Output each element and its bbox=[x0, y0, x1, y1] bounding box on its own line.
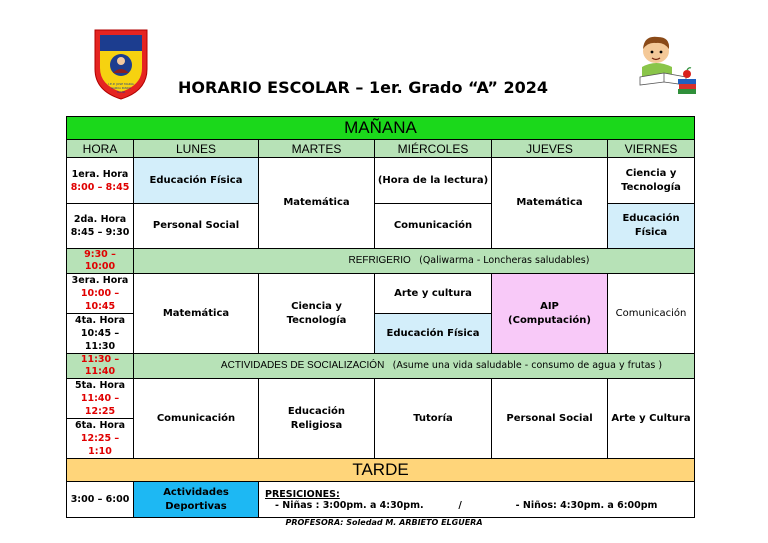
recess-time: 11:30 – 11:40 bbox=[67, 354, 134, 379]
column-header-martes: MARTES bbox=[259, 140, 375, 158]
period-name: 2da. Hora bbox=[73, 214, 127, 225]
class-cell: Educación Física bbox=[134, 158, 259, 204]
teacher-signature-line: PROFESORA: Soledad M. ARBIETO ELGUERA bbox=[285, 518, 483, 527]
section-manana: MAÑANA bbox=[67, 117, 695, 140]
logo-text: I.E.P. JOSE MARIA bbox=[108, 82, 134, 86]
period-4 bbox=[67, 314, 134, 354]
class-cell: Educación Física bbox=[375, 314, 492, 354]
period-5 bbox=[67, 379, 134, 419]
class-cell: Educación Religiosa bbox=[259, 379, 375, 459]
class-cell: Comunicación bbox=[375, 204, 492, 249]
schedule-table bbox=[66, 116, 695, 518]
presiciones-ninas: - Niñas : 3:00pm. a 4:30pm. bbox=[275, 499, 424, 511]
recess-label: REFRIGERIO bbox=[348, 255, 411, 266]
class-cell: Educación Física bbox=[608, 204, 695, 249]
period-name: 3era. Hora bbox=[71, 275, 129, 286]
presiciones-title: PRESICIONES: bbox=[265, 488, 340, 500]
class-cell: Ciencia y Tecnología bbox=[259, 274, 375, 354]
period-time: 8:45 – 9:30 bbox=[70, 227, 130, 238]
class-cell: Personal Social bbox=[492, 379, 608, 459]
column-header-hora: HORA bbox=[67, 140, 134, 158]
tarde-time: 3:00 – 6:00 bbox=[67, 482, 134, 518]
period-time: 10:45 – 11:30 bbox=[80, 328, 120, 352]
period-time: 10:00 – 10:45 bbox=[80, 288, 120, 312]
column-header-miercoles: MIÉRCOLES bbox=[375, 140, 492, 158]
class-cell bbox=[492, 274, 608, 354]
column-header-viernes: VIERNES bbox=[608, 140, 695, 158]
recess-note: (Qaliwarma - Loncheras saludables) bbox=[419, 255, 590, 266]
school-logo bbox=[92, 27, 150, 101]
period-2 bbox=[67, 204, 134, 249]
class-cell: Arte y Cultura bbox=[608, 379, 695, 459]
presiciones-separator: / bbox=[458, 499, 462, 511]
class-cell: Personal Social bbox=[134, 204, 259, 249]
class-cell: Arte y cultura bbox=[375, 274, 492, 314]
period-6 bbox=[67, 419, 134, 459]
period-time: 12:25 – 1:10 bbox=[80, 433, 120, 457]
logo-text: GARCIA PANDO bbox=[111, 87, 131, 90]
class-cell: Ciencia y Tecnología bbox=[608, 158, 695, 204]
period-time: 8:00 – 8:45 bbox=[70, 181, 130, 193]
section-tarde: TARDE bbox=[67, 459, 695, 482]
column-header-jueves: JUEVES bbox=[492, 140, 608, 158]
period-time: 11:40 – 12:25 bbox=[80, 393, 120, 417]
recess-time: 9:30 – 10:00 bbox=[67, 249, 134, 274]
logo-text: TACNA bbox=[116, 91, 126, 94]
kid-reading-illustration bbox=[634, 33, 698, 97]
column-header-lunes: LUNES bbox=[134, 140, 259, 158]
class-cell: Matemática bbox=[492, 158, 608, 249]
class-label: AIP bbox=[540, 300, 559, 312]
class-label: (Computación) bbox=[508, 314, 591, 326]
recess-row bbox=[134, 249, 695, 274]
class-cell: Comunicación bbox=[608, 274, 695, 354]
presiciones-cell bbox=[259, 482, 695, 518]
class-cell: (Hora de la lectura) bbox=[375, 158, 492, 204]
recess-row bbox=[134, 354, 695, 379]
page-title: HORARIO ESCOLAR – 1er. Grado “A” 2024 bbox=[178, 78, 549, 97]
class-cell: Comunicación bbox=[134, 379, 259, 459]
class-cell: Tutoría bbox=[375, 379, 492, 459]
period-name: 1era. Hora bbox=[71, 168, 129, 180]
period-name: 6ta. Hora bbox=[74, 420, 126, 431]
recess-note: (Asume una vida saludable - consumo de agua y frutas ) bbox=[392, 360, 663, 371]
class-cell: Matemática bbox=[134, 274, 259, 354]
period-name: 4ta. Hora bbox=[74, 315, 126, 326]
period-name: 5ta. Hora bbox=[74, 380, 126, 391]
presiciones-ninos: - Niños: 4:30pm. a 6:00pm bbox=[515, 499, 658, 511]
period-1 bbox=[67, 158, 134, 204]
tarde-activity: Actividades Deportivas bbox=[134, 482, 259, 518]
class-cell: Matemática bbox=[259, 158, 375, 249]
recess-label: ACTIVIDADES DE SOCIALIZACIÓN bbox=[220, 360, 385, 371]
period-3 bbox=[67, 274, 134, 314]
